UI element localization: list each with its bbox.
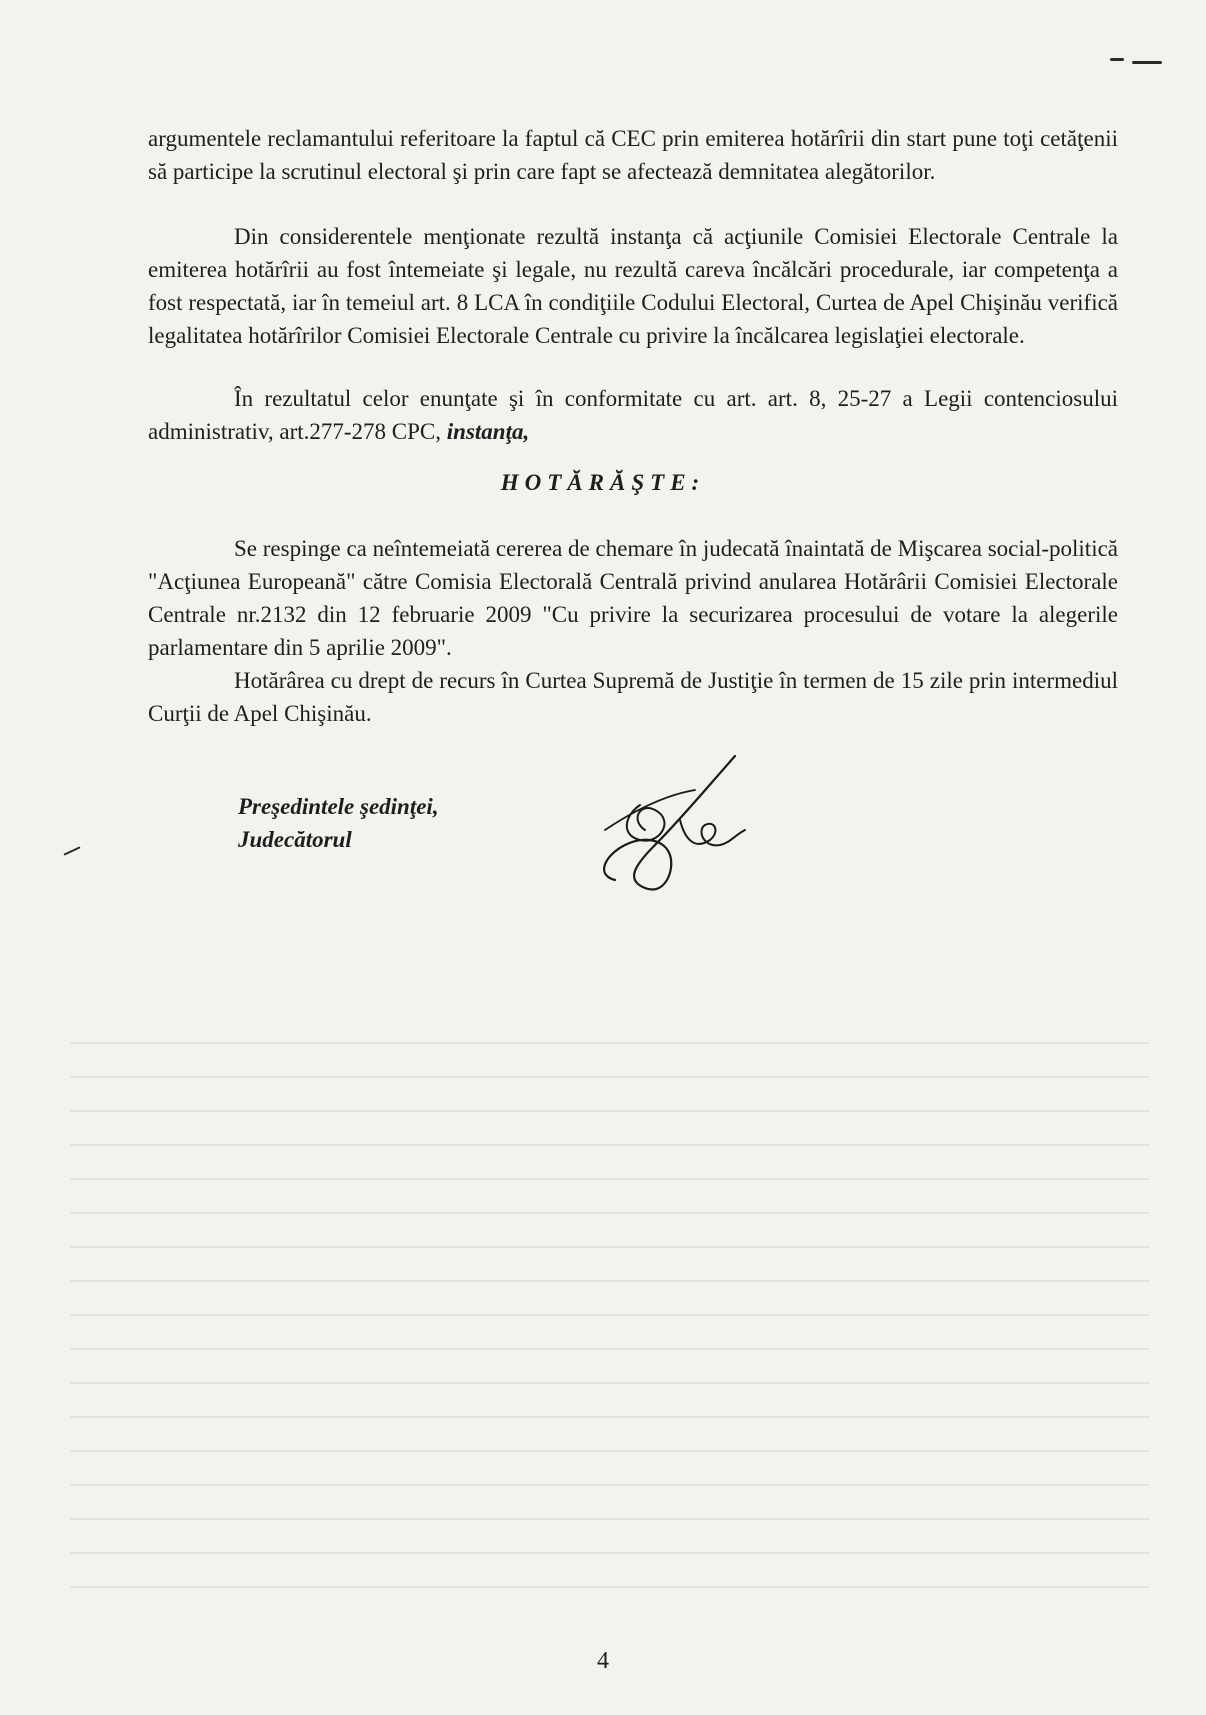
paragraph-arguments: argumentele reclamantului referitoare la faptul că CEC prin emiterea hotărîrii din start pune toţi cetăţenii să participe la scrutinul electoral şi prin care fapt se afectează demnitatea alegătorilor.: [148, 126, 1118, 184]
court-word: instanţa,: [446, 419, 530, 444]
scan-mark: [1110, 58, 1124, 61]
decision-rejection: Se respinge ca neîntemeiată cererea de chemare în judecată înaintată de Mişcarea social-politică "Acţiunea Europeană" către Comisia Electorală Centrală privind anularea Hotărârii Comisiei Electorale Centrale nr.2132 din 12 februarie 2009 "Cu privire la securizarea procesului de votare la alegerile parlamentare din 5 aprilie 2009".: [148, 536, 1118, 660]
legal-basis-text: În rezultatul celor enunţate şi în conformitate cu art. art. 8, 25-27 a Legii contenciosului administrativ, art.277-278 CPC,: [148, 386, 1118, 444]
scan-mark: [1132, 61, 1162, 64]
judge-label: Judecătorul: [238, 827, 352, 852]
decision-heading: HOTĂRĂŞTE:: [500, 470, 706, 495]
paragraph-legal-basis: [148, 382, 1118, 448]
presiding-label: Preşedintele şedinţei,: [238, 794, 439, 819]
paragraph-considerations: Din considerentele menţionate rezultă instanţa că acţiunile Comisiei Electorale Centrale la emiterea hotărîrii au fost întemeiate şi legale, nu rezultă careva încălcări procedurale, iar competenţa a fost respectată, iar în temeiul art. 8 LCA în condiţiile Codului Electoral, Curtea de Apel Chişinău verifică legalitatea hotărîrilor Comisiei Electorale Centrale cu privire la încălcarea legislaţiei electorale.: [148, 224, 1118, 348]
reverse-side-bleed: [70, 1020, 1150, 1620]
scan-mark: [63, 846, 80, 855]
handwritten-signature: [585, 750, 755, 900]
decision-appeal: Hotărârea cu drept de recurs în Curtea Supremă de Justiţie în termen de 15 zile prin intermediul Curţii de Apel Chişinău.: [148, 668, 1118, 726]
page-number: 4: [597, 1648, 609, 1674]
